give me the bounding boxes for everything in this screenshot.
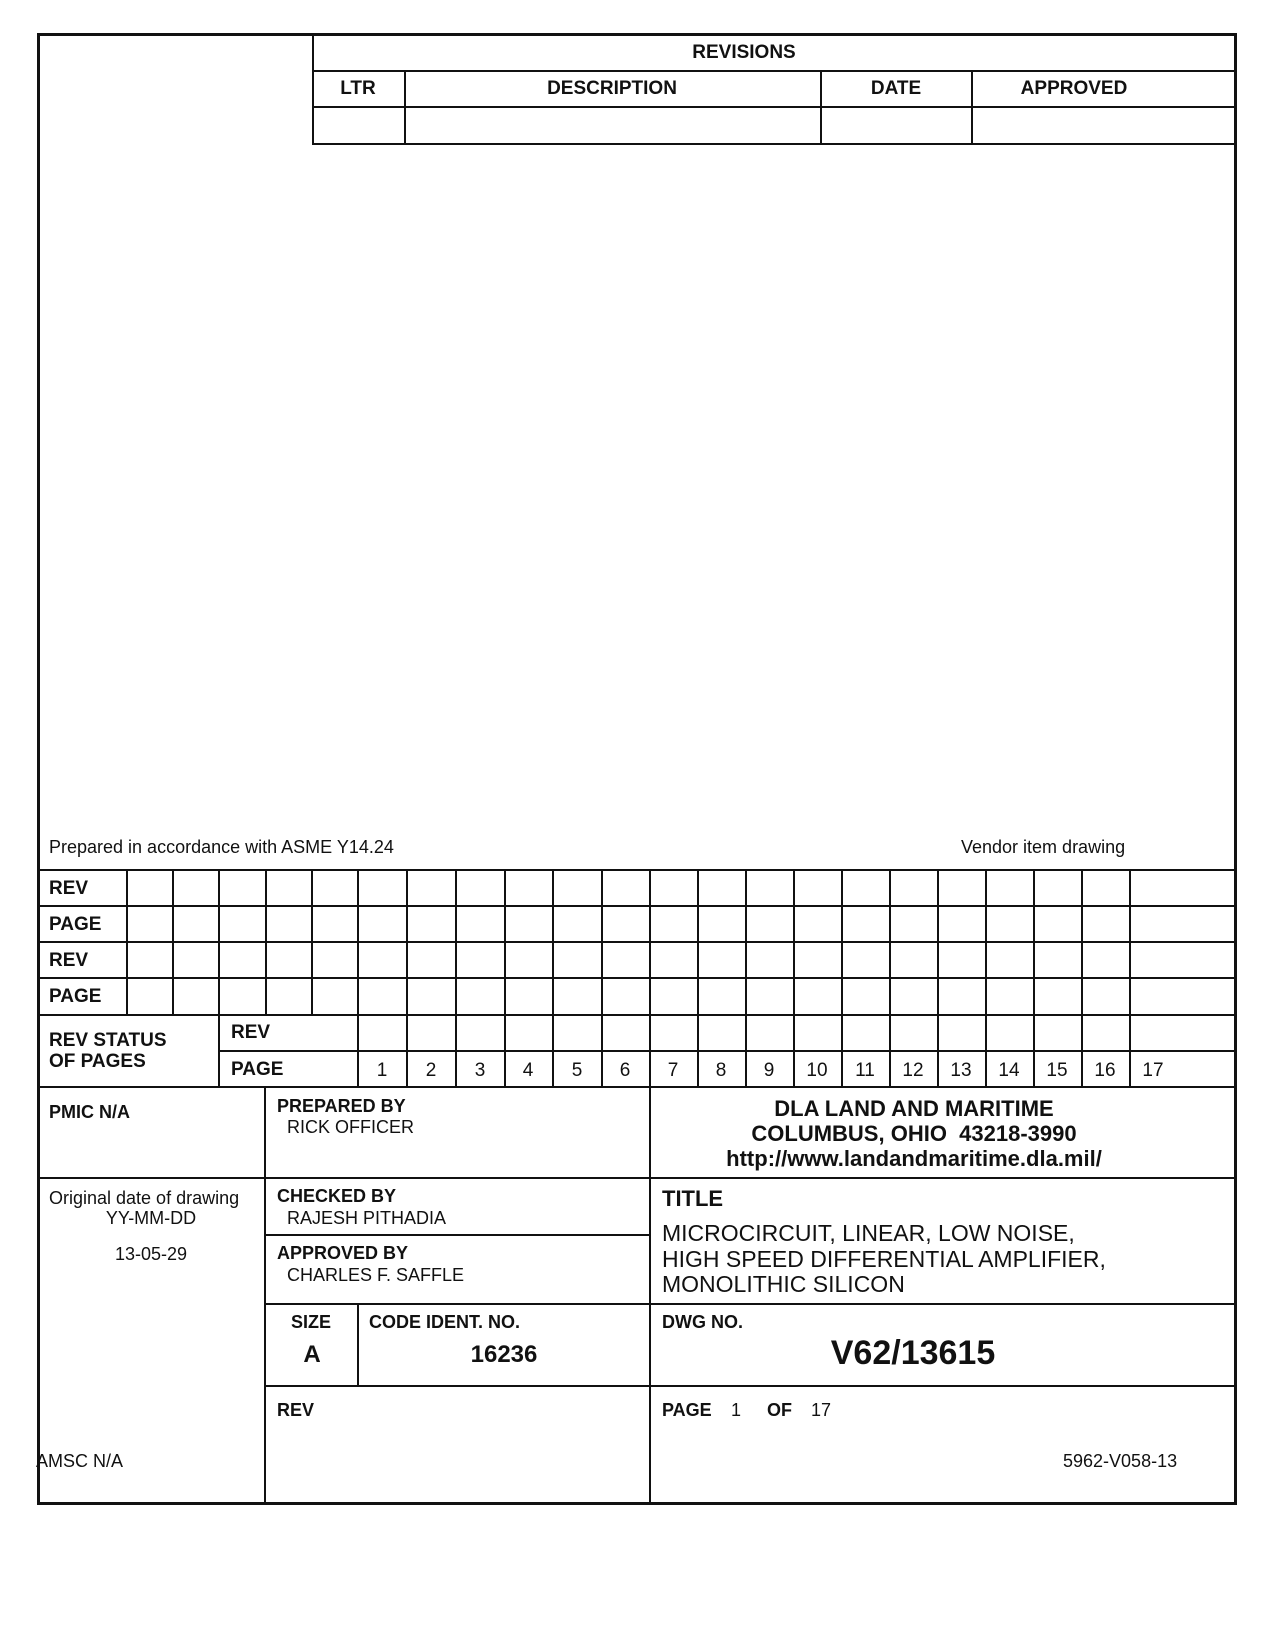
page-number-cell: 4 <box>522 1060 534 1081</box>
dwg-no-value: V62/13615 <box>830 1334 996 1372</box>
prepared-by-name: RICK OFFICER <box>287 1117 415 1137</box>
code-ident-value: 16236 <box>470 1341 538 1368</box>
rev-status-label-line1: REV STATUS <box>49 1030 167 1051</box>
agency-url: http://www.landandmaritime.dla.mil/ <box>726 1146 1102 1171</box>
size-value: A <box>303 1341 321 1368</box>
page-row-label-2: PAGE <box>49 986 102 1007</box>
of-label: OF <box>767 1400 792 1420</box>
revisions-col-date: DATE <box>870 78 922 99</box>
revisions-col-approved: APPROVED <box>1020 78 1128 99</box>
page-label: PAGE <box>662 1400 712 1420</box>
asme-note: Prepared in accordance with ASME Y14.24 <box>49 837 394 857</box>
amsc-note: AMSC N/A <box>36 1451 124 1471</box>
checked-by-name: RAJESH PITHADIA <box>287 1208 447 1228</box>
page-number-cell: 12 <box>902 1060 924 1081</box>
original-date-label: Original date of drawing <box>49 1188 240 1208</box>
page-number-cell: 5 <box>571 1060 583 1081</box>
pmic-label: PMIC N/A <box>49 1102 130 1122</box>
rev-status-rev-label: REV <box>231 1022 271 1043</box>
page-row-label-1: PAGE <box>49 914 102 935</box>
original-date: 13-05-29 <box>114 1244 188 1264</box>
approved-by-label: APPROVED BY <box>277 1243 409 1263</box>
page-number-cell: 7 <box>667 1060 679 1081</box>
rev-status-label-line2: OF PAGES <box>49 1051 146 1072</box>
vendor-item-note: Vendor item drawing <box>961 837 1126 857</box>
revisions-heading: REVISIONS <box>692 42 796 63</box>
page-number-cell: 8 <box>715 1060 727 1081</box>
rev-row-label-1: REV <box>49 878 89 899</box>
prepared-by-label: PREPARED BY <box>277 1096 406 1116</box>
rev-row-label-2: REV <box>49 950 89 971</box>
checked-by-label: CHECKED BY <box>277 1186 397 1206</box>
page-number-cell: 15 <box>1046 1060 1068 1081</box>
page-number-cell: 9 <box>763 1060 775 1081</box>
code-ident-label: CODE IDENT. NO. <box>369 1312 521 1332</box>
page-number-cell: 11 <box>855 1060 875 1081</box>
agency-address: COLUMBUS, OHIO 43218-3990 <box>751 1121 1077 1146</box>
page-number-cell: 13 <box>950 1060 972 1081</box>
date-format: YY-MM-DD <box>105 1208 197 1228</box>
page-number-cell: 14 <box>998 1060 1020 1081</box>
page-number-cell: 17 <box>1142 1060 1164 1081</box>
page-number-cell: 2 <box>425 1060 437 1081</box>
page-number: 1 <box>731 1400 742 1420</box>
page-number-cell: 6 <box>619 1060 631 1081</box>
approved-by-name: CHARLES F. SAFFLE <box>287 1265 465 1285</box>
title-label: TITLE <box>662 1186 724 1211</box>
page-number-cell: 10 <box>806 1060 828 1081</box>
size-label: SIZE <box>290 1312 332 1332</box>
page-number-cell: 16 <box>1094 1060 1116 1081</box>
dwg-no-label: DWG NO. <box>662 1312 743 1332</box>
title-line-2: HIGH SPEED DIFFERENTIAL AMPLIFIER, <box>662 1246 1106 1272</box>
document-number: 5962-V058-13 <box>1063 1451 1178 1471</box>
page-number-cell: 1 <box>376 1060 388 1081</box>
agency-name: DLA LAND AND MARITIME <box>774 1096 1054 1121</box>
sheet-border <box>37 33 1237 1505</box>
title-line-3: MONOLITHIC SILICON <box>662 1271 905 1297</box>
rev-label: REV <box>277 1400 315 1420</box>
revisions-col-ltr: LTR <box>340 78 376 99</box>
page-number-cell: 3 <box>474 1060 486 1081</box>
total-pages: 17 <box>811 1400 832 1420</box>
revisions-col-description: DESCRIPTION <box>547 78 677 99</box>
title-line-1: MICROCIRCUIT, LINEAR, LOW NOISE, <box>662 1220 1075 1246</box>
rev-status-page-label: PAGE <box>231 1059 284 1080</box>
